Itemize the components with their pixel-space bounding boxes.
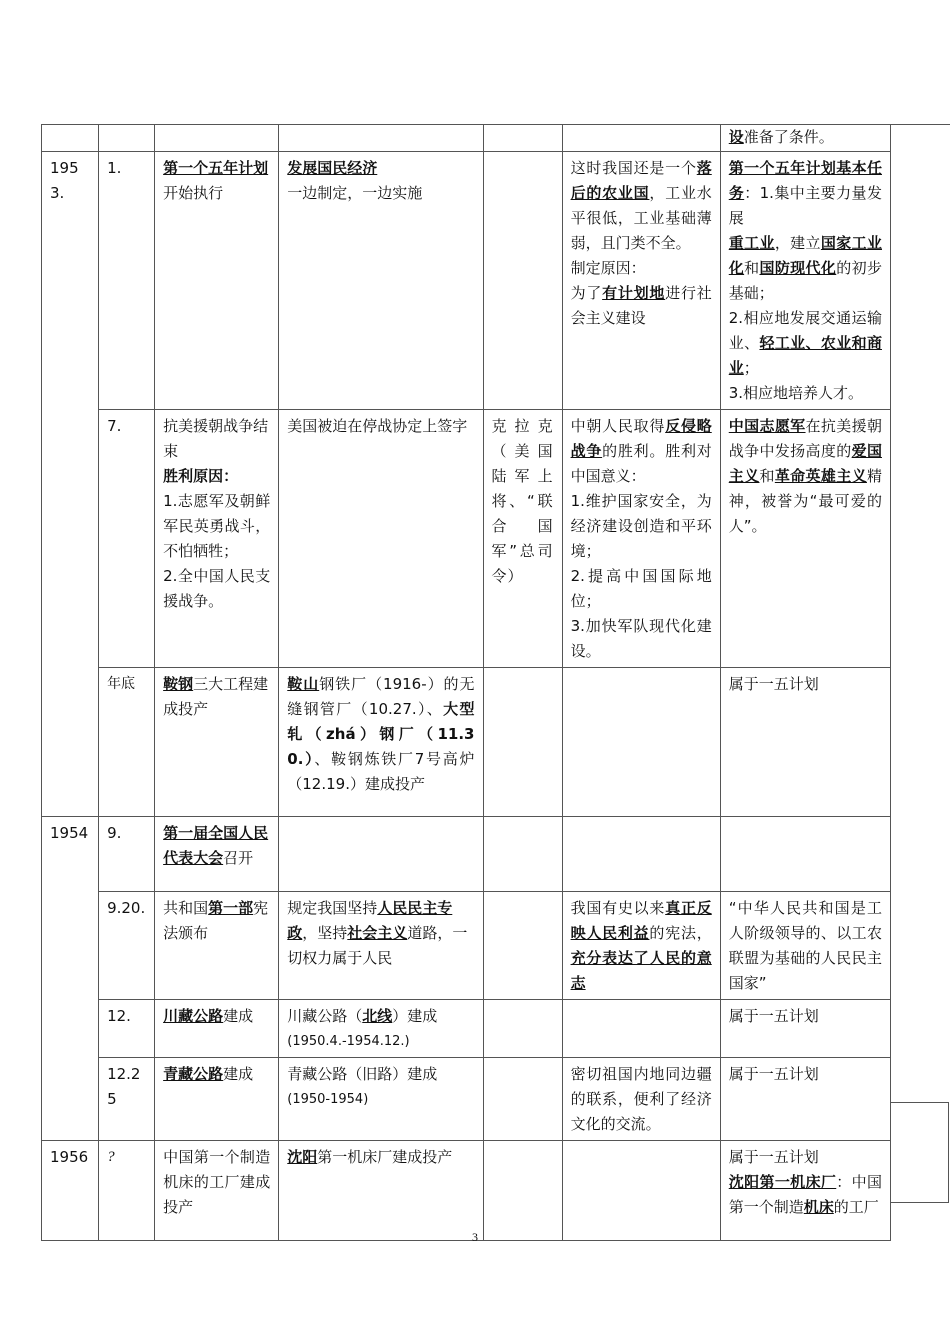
significance-key-text: 真正反映人民利益 xyxy=(570,899,712,942)
content-cell xyxy=(279,125,483,152)
note-text: 3.相应地培养人才。 xyxy=(728,384,864,402)
content-key-text: 大型轧（zhá）钢厂（11.30.） xyxy=(287,700,475,768)
person-cell xyxy=(483,892,562,1000)
person-cell: 克拉克（美国陆军上将、“联合国军”总司令） xyxy=(483,410,562,668)
content-cell xyxy=(279,1058,483,1141)
content-text: 道路，一切权力属于人民 xyxy=(287,924,468,967)
date-cell: 12. xyxy=(99,1000,155,1058)
table-row xyxy=(42,125,891,152)
content-text: 青藏公路（旧路）建成 xyxy=(287,1065,438,1083)
event-key-text: 胜利原因： xyxy=(163,467,239,485)
content-key-text: 人民民主专政 xyxy=(287,899,453,942)
significance-text: 进行社会主义建设 xyxy=(570,284,712,327)
event-text: 建成 xyxy=(223,1007,254,1025)
person-cell xyxy=(483,125,562,152)
significance-cell xyxy=(562,668,720,817)
content-text: 、鞍钢炼铁厂7号高炉（12.19.）建成投产 xyxy=(287,750,475,793)
content-text: (1950-1954) xyxy=(287,1092,369,1107)
event-key-text: 第一届全国人民代表大会 xyxy=(163,824,269,867)
year-cell: 1953. xyxy=(42,152,99,817)
person-cell xyxy=(483,668,562,817)
significance-text: 的宪法， xyxy=(649,924,712,942)
event-key-text: 第一个五年计划 xyxy=(163,159,269,177)
event-text: 宪法颁布 xyxy=(163,899,269,942)
significance-cell xyxy=(562,125,720,152)
content-cell xyxy=(279,1141,483,1241)
event-text: 抗美援朝战争结束 xyxy=(163,417,269,460)
event-cell xyxy=(155,152,279,410)
event-text: 开始执行 xyxy=(163,184,224,202)
event-cell xyxy=(155,1058,279,1141)
note-cell xyxy=(720,125,890,152)
significance-cell xyxy=(562,152,720,410)
note-key-text: 爱国主义 xyxy=(728,442,882,485)
event-text: 共和国 xyxy=(163,899,209,917)
event-cell: 中国第一个制造机床的工厂建成投产 xyxy=(155,1141,279,1241)
note-text: 属于一五计划 xyxy=(728,1148,819,1166)
event-cell xyxy=(155,668,279,817)
date-cell: 9. xyxy=(99,817,155,892)
history-timeline-table xyxy=(41,124,891,1241)
date-cell: 年底 xyxy=(99,668,155,817)
note-cell xyxy=(720,817,890,892)
year-cell: 1954 xyxy=(42,817,99,1141)
event-cell xyxy=(155,410,279,668)
significance-key-text: 充分表达了人民的意志 xyxy=(570,949,712,992)
significance-text: 的胜利。胜利对中国意义： xyxy=(570,442,712,485)
person-cell xyxy=(483,1141,562,1241)
event-text: 建成 xyxy=(223,1065,254,1083)
significance-text: 3.加快军队现代化建设。 xyxy=(570,617,712,660)
significance-text: 制定原因： xyxy=(570,259,646,277)
person-cell xyxy=(483,1058,562,1141)
table-row xyxy=(42,668,891,817)
person-cell xyxy=(483,152,562,410)
significance-key-text: 反侵略战争 xyxy=(570,417,712,460)
content-cell xyxy=(279,1000,483,1058)
significance-cell xyxy=(562,1141,720,1241)
table-row xyxy=(42,410,891,668)
event-text: 三大工程建成投产 xyxy=(163,675,269,718)
note-text: 在抗美援朝战争中发扬高度的 xyxy=(728,417,882,460)
table-row xyxy=(42,1000,891,1058)
table-row xyxy=(42,817,891,892)
significance-text: 中朝人民取得 xyxy=(570,417,666,435)
note-key-text: 中国志愿军 xyxy=(728,417,806,435)
note-text: ：中国第一个制造 xyxy=(728,1173,882,1216)
significance-cell xyxy=(562,892,720,1000)
content-key-text: 鞍山 xyxy=(287,675,320,693)
event-key-text: 青藏公路 xyxy=(163,1065,224,1083)
event-text: 召开 xyxy=(223,849,254,867)
significance-cell xyxy=(562,410,720,668)
content-key-text: 社会主义 xyxy=(347,924,408,942)
year-cell: 1956 xyxy=(42,1141,99,1241)
date-cell xyxy=(99,125,155,152)
table-edge-cell xyxy=(891,1102,949,1203)
person-cell xyxy=(483,1000,562,1058)
content-cell: 美国被迫在停战协定上签字 xyxy=(279,410,483,668)
note-cell: 属于一五计划 xyxy=(720,668,890,817)
content-text: 第一机床厂建成投产 xyxy=(317,1148,453,1166)
note-text: 的初步基础； xyxy=(728,259,882,302)
date-cell: 1. xyxy=(99,152,155,410)
note-text: 1.集中主要力量发展 xyxy=(728,184,882,227)
event-cell xyxy=(155,892,279,1000)
event-key-text: 鞍钢 xyxy=(163,675,194,693)
event-cell xyxy=(155,817,279,892)
content-cell xyxy=(279,892,483,1000)
content-cell xyxy=(279,668,483,817)
event-cell xyxy=(155,1000,279,1058)
note-key-text: 机床 xyxy=(803,1198,834,1216)
table-row xyxy=(42,1141,891,1241)
significance-text: ，工业水平很低，工业基础薄弱，且门类不全。 xyxy=(570,184,712,252)
content-cell xyxy=(279,152,483,410)
page-number: 3 xyxy=(472,1230,478,1244)
content-text: 川藏公路（ xyxy=(287,1007,363,1025)
note-key-text: 第一个五年计划基本任务 xyxy=(728,159,882,202)
date-cell: 9.20. xyxy=(99,892,155,1000)
note-text: 和 xyxy=(744,259,760,277)
significance-text: 为了 xyxy=(570,284,603,302)
note-text: ； xyxy=(743,359,759,377)
significance-key-text: 落后的农业国 xyxy=(570,159,712,202)
content-cell xyxy=(279,817,483,892)
significance-text: 我国有史以来 xyxy=(570,899,666,917)
note-cell: “中华人民共和国是工人阶级领导的、以工农联盟为基础的人民民主国家” xyxy=(720,892,890,1000)
date-cell: ? xyxy=(99,1141,155,1241)
note-text: ： xyxy=(744,184,760,202)
content-text: 钢铁厂（1916-）的无缝钢管厂（10.27.）、 xyxy=(287,675,475,718)
note-text: 的工厂 xyxy=(833,1198,879,1216)
content-text: ）建成 xyxy=(392,1007,438,1025)
table-edge-cell xyxy=(891,124,950,151)
year-cell xyxy=(42,125,99,152)
note-key-text: 革命英雄主义 xyxy=(774,467,867,485)
significance-cell xyxy=(562,1000,720,1058)
note-cell xyxy=(720,152,890,410)
note-text: ，建立 xyxy=(774,234,821,252)
note-text: 准备了条件。 xyxy=(743,128,834,146)
table-row xyxy=(42,152,891,410)
note-cell xyxy=(720,410,890,668)
table-row xyxy=(42,1058,891,1141)
significance-text: 这时我国还是一个 xyxy=(570,159,697,177)
note-text: 设 xyxy=(728,128,744,146)
note-key-text: 重工业 xyxy=(728,234,775,252)
significance-cell: 密切祖国内地同边疆的联系，便利了经济文化的交流。 xyxy=(562,1058,720,1141)
event-key-text: 川藏公路 xyxy=(163,1007,224,1025)
table-row xyxy=(42,892,891,1000)
content-key-text: 发展国民经济 xyxy=(287,159,378,177)
person-cell xyxy=(483,817,562,892)
significance-text: 2.提高中国国际地位； xyxy=(570,567,712,610)
note-key-text: 沈阳第一机床厂 xyxy=(728,1173,837,1191)
significance-key-text: 有计划地 xyxy=(602,284,666,302)
content-text: 规定我国坚持 xyxy=(287,899,378,917)
content-text: (1950.4.-1954.12.) xyxy=(287,1034,410,1049)
date-cell: 7. xyxy=(99,410,155,668)
note-key-text: 国家工业化 xyxy=(728,234,882,277)
content-key-text: 北线 xyxy=(362,1007,393,1025)
note-cell xyxy=(720,1141,890,1241)
significance-text: 1.维护国家安全，为经济建设创造和平环境； xyxy=(570,492,712,560)
date-cell: 12.25 xyxy=(99,1058,155,1141)
event-cell xyxy=(155,125,279,152)
note-cell: 属于一五计划 xyxy=(720,1058,890,1141)
event-text: 1.志愿军及朝鲜军民英勇战斗，不怕牺牲； xyxy=(163,492,271,560)
content-text: ，坚持 xyxy=(302,924,348,942)
event-key-text: 第一部 xyxy=(208,899,254,917)
note-text: 和 xyxy=(759,467,775,485)
significance-cell xyxy=(562,817,720,892)
note-cell: 属于一五计划 xyxy=(720,1000,890,1058)
content-key-text: 沈阳 xyxy=(287,1148,318,1166)
note-key-text: 国防现代化 xyxy=(759,259,837,277)
note-key-text: 轻工业、农业和商业 xyxy=(728,334,882,377)
note-text: 精神，被誉为“最可爱的人”。 xyxy=(728,467,882,535)
content-text: 一边制定，一边实施 xyxy=(287,184,423,202)
note-text: 2.相应地发展交通运输业、 xyxy=(728,309,882,352)
event-text: 2.全中国人民支援战争。 xyxy=(163,567,271,610)
